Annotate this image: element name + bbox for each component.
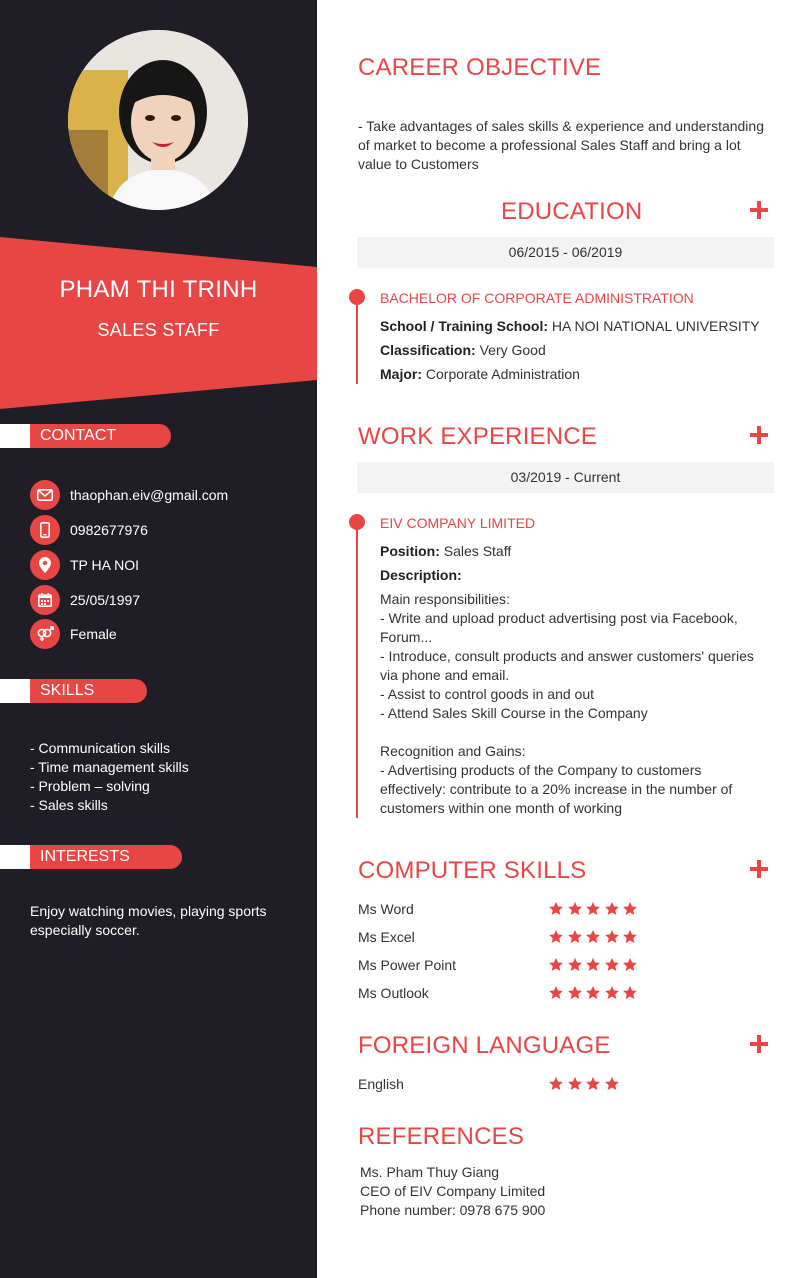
education-school-label: School / Training School:: [380, 318, 549, 334]
language-heading: FOREIGN LANGUAGE: [358, 1032, 611, 1059]
work-timeline-dot: [349, 514, 365, 530]
profile-job-title: SALES STAFF: [97, 320, 220, 340]
star-icon: [567, 985, 583, 1001]
work-description-line: - Write and upload product advertising post via Facebook, Forum...: [380, 610, 738, 645]
skills-list: [30, 739, 189, 815]
education-school: [380, 318, 760, 334]
work-description-label: Description:: [380, 567, 462, 583]
interests-text: Enjoy watching movies, playing sports especially soccer.: [30, 903, 267, 938]
star-icon: [622, 901, 638, 917]
star-icon: [585, 1076, 601, 1092]
contact-phone-text: 0982677976: [70, 522, 148, 538]
star-icon: [548, 957, 564, 973]
work-description-line: [380, 723, 765, 742]
references-heading: REFERENCES: [358, 1123, 525, 1150]
language-row: [358, 1074, 658, 1094]
education-heading: EDUCATION: [501, 198, 643, 225]
computer-skill-name: Ms Outlook: [358, 985, 429, 1001]
language-plus-icon[interactable]: [750, 1035, 768, 1053]
references-text: [360, 1163, 545, 1220]
contact-gender: [30, 620, 117, 648]
work-description-line: - Attend Sales Skill Course in the Company: [380, 705, 648, 721]
education-timeline-line: [356, 297, 358, 384]
work-description-heading: [380, 567, 462, 583]
contact-location-text: TP HA NOI: [70, 557, 139, 573]
profile-name: PHAM THI TRINH: [59, 276, 258, 303]
star-icon: [604, 901, 620, 917]
location-icon: [30, 550, 60, 580]
education-classification: [380, 342, 546, 358]
work-description: [380, 590, 765, 818]
education-degree: BACHELOR OF CORPORATE ADMINISTRATION: [380, 290, 694, 306]
skill-item: - Sales skills: [30, 797, 108, 813]
profile-photo: [68, 30, 248, 210]
education-school-value: HA NOI NATIONAL UNIVERSITY: [551, 318, 760, 334]
star-icon: [604, 1076, 620, 1092]
work-timeline-line: [356, 522, 358, 818]
language-name: English: [358, 1076, 404, 1092]
work-company: EIV COMPANY LIMITED: [380, 515, 536, 531]
star-icon: [622, 985, 638, 1001]
star-icon: [548, 901, 564, 917]
reference-line: CEO of EIV Company Limited: [360, 1183, 546, 1199]
objective-text: - Take advantages of sales skills & experience and understanding of market to become a professional Sales Staff and bring a lot value to Customers: [358, 118, 764, 172]
skill-item: - Time management skills: [30, 759, 189, 775]
star-icon: [567, 901, 583, 917]
interests-heading-label: INTERESTS: [30, 845, 182, 869]
skills-heading-label: SKILLS: [30, 679, 147, 703]
star-icon: [548, 929, 564, 945]
education-major-value: Corporate Administration: [425, 366, 580, 382]
phone-icon: [30, 515, 60, 545]
star-icon: [622, 957, 638, 973]
star-icon: [585, 901, 601, 917]
calendar-icon: [30, 585, 60, 615]
gender-icon: [30, 619, 60, 649]
contact-location: [30, 551, 139, 579]
computer-skill-name: Ms Word: [358, 901, 414, 917]
computer-skill-row: [358, 927, 658, 947]
education-classification-value: Very Good: [479, 342, 546, 358]
sidebar: [0, 0, 317, 1278]
education-plus-icon[interactable]: [750, 201, 768, 219]
computer-skill-name: Ms Excel: [358, 929, 415, 945]
contact-email-text: thaophan.eiv@gmail.com: [70, 487, 229, 503]
star-icon: [585, 957, 601, 973]
star-icon: [585, 929, 601, 945]
work-description-line: - Introduce, consult products and answer customers' queries via phone and email.: [380, 648, 754, 683]
contact-heading-label: CONTACT: [30, 424, 171, 448]
skill-item: - Communication skills: [30, 740, 171, 756]
profile-photo-image: [68, 30, 248, 210]
education-major-label: Major:: [380, 366, 422, 382]
objective-heading: CAREER OBJECTIVE: [358, 54, 602, 81]
star-icon: [585, 985, 601, 1001]
work-position: [380, 543, 511, 559]
computer-skills-plus-icon[interactable]: [750, 860, 768, 878]
work-period: 03/2019 - Current: [357, 462, 774, 493]
contact-email: [30, 481, 228, 509]
education-period: 06/2015 - 06/2019: [357, 237, 774, 268]
computer-skills-heading: COMPUTER SKILLS: [358, 857, 587, 884]
work-description-line: - Advertising products of the Company to customers effectively: contribute to a 20% increase in the number of customers within one month of working: [380, 762, 733, 816]
computer-skill-row: [358, 983, 658, 1003]
education-classification-label: Classification:: [380, 342, 476, 358]
reference-line: Ms. Pham Thuy Giang: [360, 1164, 500, 1180]
education-timeline-dot: [349, 289, 365, 305]
work-position-value: Sales Staff: [443, 543, 512, 559]
contact-birthday: [30, 586, 140, 614]
star-icon: [622, 929, 638, 945]
star-icon: [548, 985, 564, 1001]
contact-gender-text: Female: [70, 626, 117, 642]
star-icon: [604, 957, 620, 973]
computer-skill-row: [358, 955, 658, 975]
contact-phone: [30, 516, 148, 544]
education-major: [380, 366, 580, 382]
star-icon: [567, 957, 583, 973]
work-heading: WORK EXPERIENCE: [358, 423, 598, 450]
contact-birthday-text: 25/05/1997: [70, 592, 141, 608]
star-icon: [604, 985, 620, 1001]
work-position-label: Position:: [380, 543, 440, 559]
work-description-line: Recognition and Gains:: [380, 743, 526, 759]
computer-skill-row: [358, 899, 658, 919]
star-icon: [567, 1076, 583, 1092]
computer-skill-name: Ms Power Point: [358, 957, 457, 973]
star-icon: [548, 1076, 564, 1092]
work-description-line: Main responsibilities:: [380, 591, 510, 607]
star-icon: [567, 929, 583, 945]
work-description-line: - Assist to control goods in and out: [380, 686, 595, 702]
reference-line: Phone number: 0978 675 900: [360, 1202, 546, 1218]
star-icon: [604, 929, 620, 945]
work-plus-icon[interactable]: [750, 426, 768, 444]
email-icon: [30, 480, 60, 510]
skill-item: - Problem – solving: [30, 778, 150, 794]
